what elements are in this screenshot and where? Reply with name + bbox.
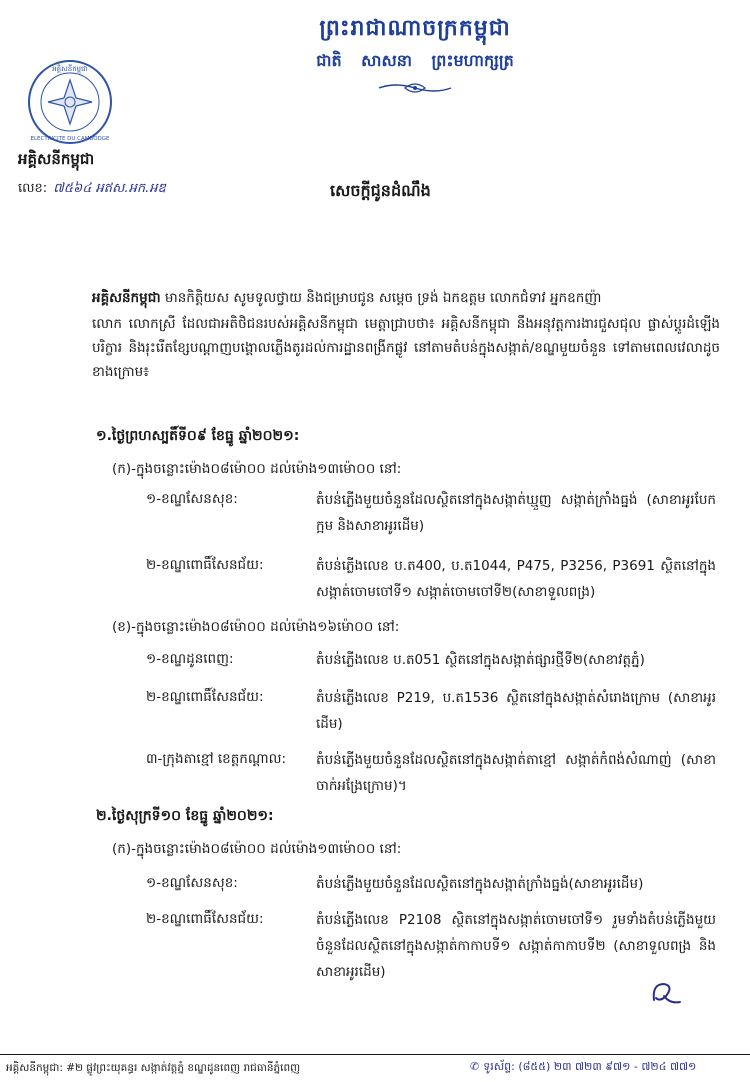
time-slot-heading: (ក)-ក្នុងចន្លោះម៉ោង០៨ម៉ោ០០ ដល់ម៉ោង១៣ម៉ោ០០ នៅ:	[112, 841, 402, 857]
location-label: ៣-ក្រុងតាខ្មៅ ខេត្តកណ្តាល:	[146, 751, 287, 767]
location-description: តំបន់ភ្លើងមួយចំនួនដែលស្ថិតនៅក្នុងសង្កាត់ឃ្មួញ សង្កាត់ក្រាំងធ្នង់ (សាខាអូរបែកក្អម និងសាខាអូរដើម)	[316, 492, 716, 534]
intro-lead: អគ្គិសនីកម្ពុជា	[92, 290, 161, 306]
document-title: សេចក្តីជូនដំណឹង	[330, 181, 431, 200]
intro-paragraph	[92, 286, 720, 310]
location-description: តំបន់ភ្លើងលេខ P219, ប.ត1536 ស្ថិតនៅក្នុងសង្កាត់សំរោងក្រោម (សាខាអូរដើម)	[316, 690, 716, 732]
time-slot-heading: (ក)-ក្នុងចន្លោះម៉ោង០៨ម៉ោ០០ ដល់ម៉ោង១៣ម៉ោ០០ នៅ:	[112, 461, 402, 477]
kingdom-heading: ព្រះរាជាណាចក្រកម្ពុជា	[319, 16, 511, 41]
location-label: ២-ខណ្ឌពោធិ៍សែនជ័យ:	[146, 911, 264, 927]
footer-phone-text: ទូរស័ព្ទ: (៨៥៥) ២៣ ៧២៣ ៩៧១ - ៧២៤ ៧៧១	[483, 1060, 697, 1073]
location-description: តំបន់ភ្លើងលេខ ប.ត400, ប.ត1044, P475, P3256, P3691 ស្ថិតនៅក្នុងសង្កាត់ចោមចៅទី១ សង្កាត់ចោមចៅទី២(សាខាទួលពង្រ)	[316, 558, 716, 600]
location-label: ១-ខណ្ឌសែនសុខ:	[146, 491, 238, 507]
initials-mark	[648, 978, 684, 1008]
ornament-divider-icon	[375, 80, 455, 96]
location-description: តំបន់ភ្លើងមួយចំនួនដែលស្ថិតនៅក្នុងសង្កាត់តាខ្មៅ សង្កាត់កំពង់សំណាញ់ (សាខាចាក់អង្រែក្រោម)។	[316, 752, 716, 794]
organization-name: អគ្គិសនីកម្ពុជា	[18, 150, 95, 168]
footer-divider	[0, 1054, 750, 1055]
svg-text:អគ្គិសនីកម្ពុជា: អគ្គិសនីកម្ពុជា	[52, 65, 88, 73]
day-heading: ១.ថ្ងៃព្រហស្បតិ៍ទី០៩ ខែធ្នូ ឆ្នាំ២០២១:	[96, 428, 300, 444]
svg-text:ELECTRICITE DU CAMBODGE: ELECTRICITE DU CAMBODGE	[30, 136, 110, 142]
location-label: ២-ខណ្ឌពោធិ៍សែនជ័យ:	[146, 557, 264, 573]
reference-number	[18, 180, 166, 199]
footer-address: អគ្គិសនីកម្ពុជា: #២ ផ្លូវព្រះយុគន្ធរ សង្កាត់វត្តភ្នំ ខណ្ឌដូនពេញ រាជធានីភ្នំពេញ	[6, 1062, 301, 1074]
handset-icon: ✆	[470, 1060, 480, 1073]
location-description: តំបន់ភ្លើងលេខ ប.ត051 ស្ថិតនៅក្នុងសង្កាត់ផ្សារថ្មីទី២(សាខាវត្តភ្នំ)	[316, 652, 645, 668]
location-description: តំបន់ភ្លើងលេខ P2108 ស្ថិតនៅក្នុងសង្កាត់ចោមចៅទី១ រួមទាំងតំបន់ភ្លើងមួយចំនួនដែលស្ថិតនៅក្នុងសង្កាត់កាកាបទី១ សង្កាត់កាកាបទី២ (សាខាទួលពង្រ និងសាខាអូរដើម)	[316, 912, 716, 980]
organization-seal	[26, 58, 114, 146]
reference-label: លេខ:	[18, 181, 48, 196]
intro-text: មានកិត្តិយស សូមទូលថ្វាយ និងជម្រាបជូន សម្តេច ទ្រង់ ឯកឧត្តម លោកជំទាវ អ្នកឧកញ៉ា	[160, 290, 602, 306]
national-motto: ជាតិ សាសនា ព្រះមហាក្សត្រ	[316, 51, 514, 70]
day-heading: ២.ថ្ងៃសុក្រទី១០ ខែធ្នូ ឆ្នាំ២០២១:	[96, 808, 274, 824]
time-slot-heading: (ខ)-ក្នុងចន្លោះម៉ោង០៨ម៉ោ០០ ដល់ម៉ោង១៦ម៉ោ០០ នៅ:	[112, 619, 400, 635]
location-description: តំបន់ភ្លើងមួយចំនួនដែលស្ថិតនៅក្នុងសង្កាត់ក្រាំងធ្នង់(សាខាអូរដើម)	[316, 876, 644, 892]
location-label: ២-ខណ្ឌពោធិ៍សែនជ័យ:	[146, 689, 264, 705]
reference-value: ៧៥៦៤ អឥស.អក.អឌ	[53, 181, 166, 196]
intro-continuation: លោក លោកស្រី ដែលជាអតិថិជនរបស់អគ្គិសនីកម្ពុជា មេត្តាជ្រាបថា៖ អគ្គិសនីកម្ពុជា នឹងអនុវត្តការងារជួសជុល ផ្លាស់ប្តូរដំឡើងបរិក្ខារ និងរុះរើតខ្សែបណ្តាញបង្គោលភ្លើងតូរដល់ការដ្ឋានពង្រីកផ្លូវ នៅតាមតំបន់ក្នុងសង្កាត់/ខណ្ឌមួយចំនួន ទៅតាមពេលវេលាដូចខាងក្រោម៖	[92, 316, 720, 380]
location-label: ១-ខណ្ឌដូនពេញ:	[146, 651, 234, 667]
location-label: ១-ខណ្ឌសែនសុខ:	[146, 875, 238, 891]
footer-phone	[470, 1060, 696, 1076]
